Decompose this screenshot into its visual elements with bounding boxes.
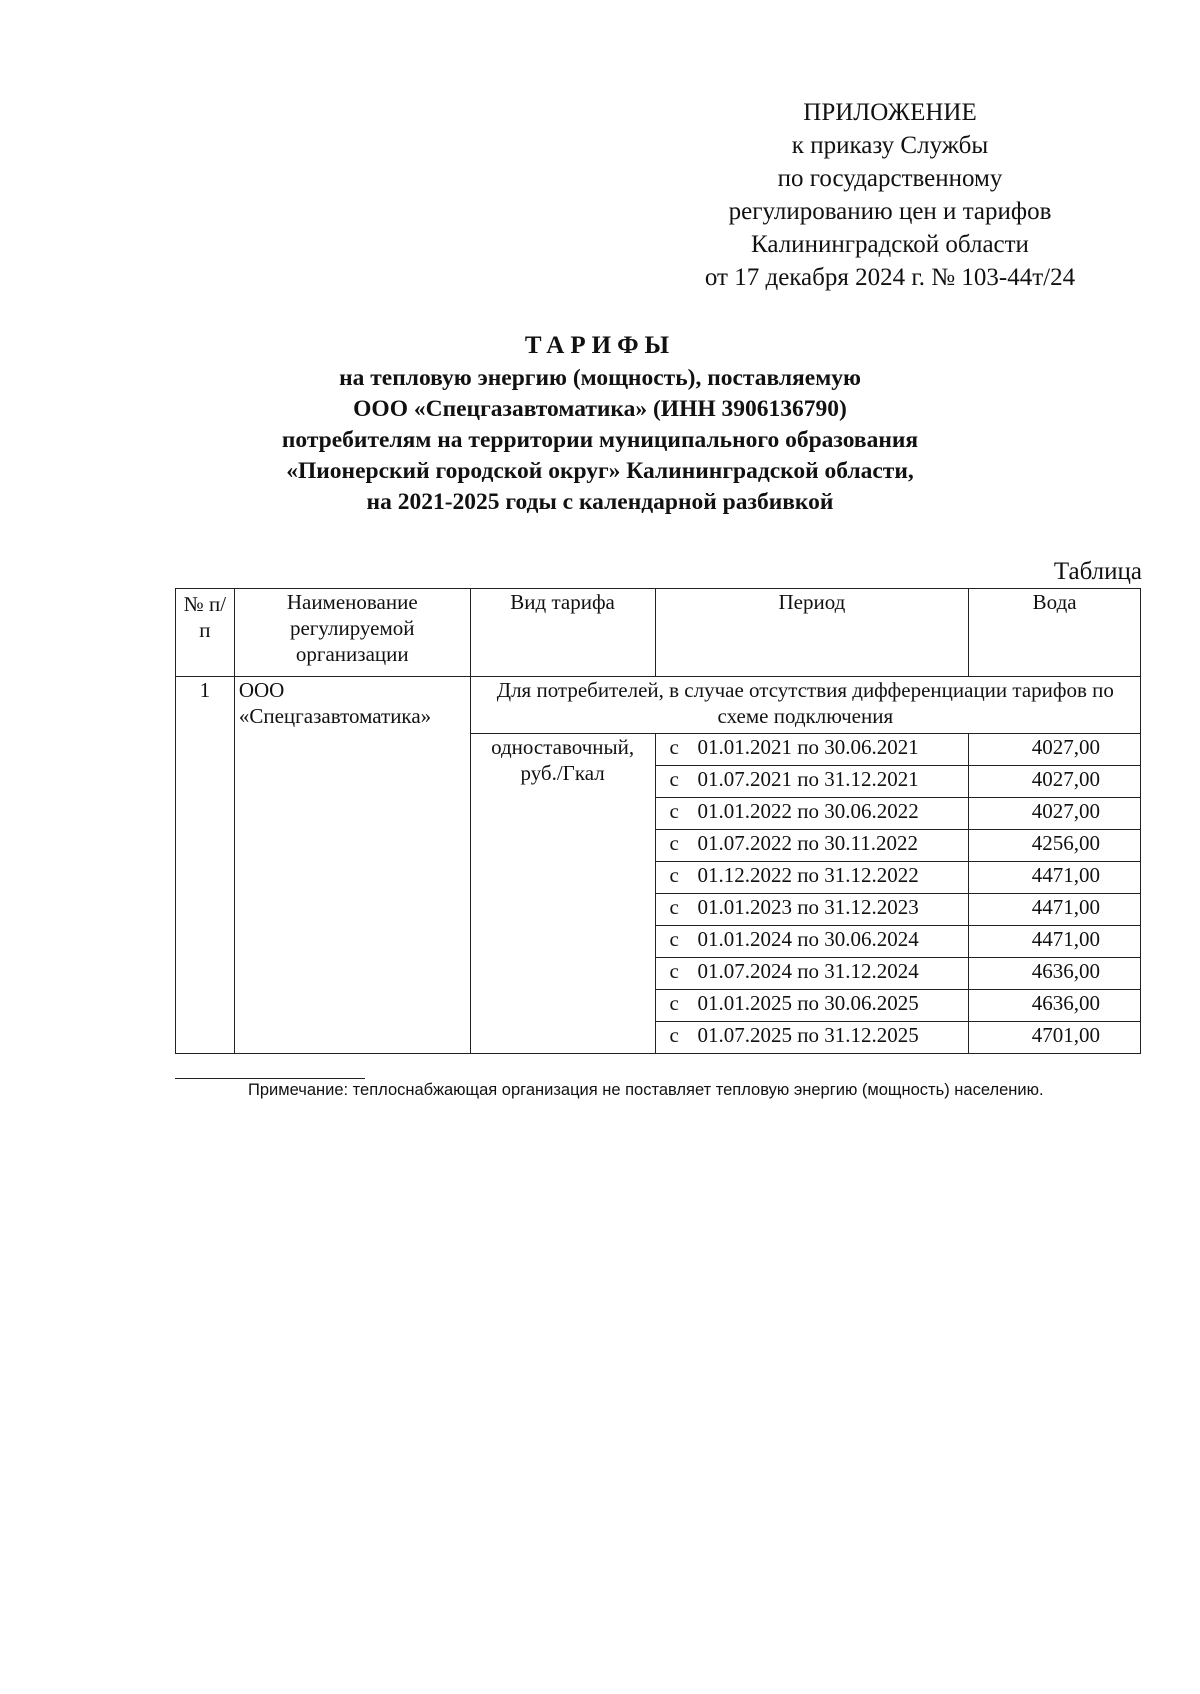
- footnote-divider: [175, 1078, 365, 1079]
- period-cell: [655, 958, 969, 990]
- header-period: Период: [655, 589, 969, 677]
- water-value: 4701,00: [969, 1022, 1141, 1054]
- period-prefix: с: [669, 991, 679, 1015]
- group-label: Для потребителей, в случае отсутствия дифференциации тарифов по схеме подключения: [470, 677, 1140, 734]
- period-prefix: с: [669, 735, 679, 759]
- title-line: ООО «Спецгазавтоматика» (ИНН 3906136790): [353, 396, 847, 422]
- water-value: 4027,00: [969, 766, 1141, 798]
- title-line: потребителям на территории муниципального образования: [281, 427, 919, 453]
- tariff-table: [175, 588, 1141, 1054]
- period-prefix: с: [669, 799, 679, 823]
- period-cell: [655, 830, 969, 862]
- table-caption: Таблица: [1053, 558, 1142, 585]
- period-range: 01.01.2024 по 30.06.2024: [697, 927, 919, 951]
- period-cell: [655, 798, 969, 830]
- period-range: 01.07.2022 по 30.11.2022: [697, 831, 918, 855]
- period-range: 01.01.2025 по 30.06.2025: [697, 991, 919, 1015]
- header-no: № п/п: [176, 589, 235, 677]
- appendix-block: [660, 96, 1120, 294]
- period-cell: [655, 990, 969, 1022]
- period-range: 01.07.2024 по 31.12.2024: [697, 959, 919, 983]
- title-main: ТАРИФЫ: [524, 332, 676, 359]
- water-value: 4256,00: [969, 830, 1141, 862]
- water-value: 4636,00: [969, 990, 1141, 1022]
- period-cell: [655, 862, 969, 894]
- appendix-line: к приказу Службы: [791, 132, 989, 159]
- period-range: 01.12.2022 по 31.12.2022: [697, 863, 919, 887]
- period-prefix: с: [669, 863, 679, 887]
- period-range: 01.07.2025 по 31.12.2025: [697, 1023, 919, 1047]
- period-prefix: с: [669, 959, 679, 983]
- period-range: 01.07.2021 по 31.12.2021: [697, 767, 919, 791]
- period-range: 01.01.2022 по 30.06.2022: [697, 799, 919, 823]
- footnote: Примечание: теплоснабжающая организация не поставляет тепловую энергию (мощность) населению.: [248, 1081, 1044, 1099]
- period-cell: [655, 926, 969, 958]
- header-water: Вода: [969, 589, 1141, 677]
- period-prefix: с: [669, 927, 679, 951]
- row-number: 1: [176, 677, 235, 1054]
- appendix-line: регулированию цен и тарифов: [728, 198, 1052, 225]
- water-value: 4471,00: [969, 862, 1141, 894]
- water-value: 4027,00: [969, 734, 1141, 766]
- period-prefix: с: [669, 1023, 679, 1047]
- appendix-line: от 17 декабря 2024 г. № 103-44т/24: [704, 264, 1076, 291]
- water-value: 4471,00: [969, 926, 1141, 958]
- header-name: Наименование регулируемой организации: [234, 589, 470, 677]
- period-cell: [655, 734, 969, 766]
- appendix-line: по государственному: [777, 165, 1003, 192]
- period-prefix: с: [669, 767, 679, 791]
- title-line: на 2021-2025 годы с календарной разбивкой: [366, 489, 834, 515]
- appendix-line: ПРИЛОЖЕНИЕ: [803, 99, 977, 126]
- header-type: Вид тарифа: [470, 589, 655, 677]
- period-prefix: с: [669, 895, 679, 919]
- period-range: 01.01.2021 по 30.06.2021: [697, 735, 919, 759]
- table-group-row: [176, 677, 1141, 734]
- appendix-line: Калининградской области: [751, 231, 1029, 258]
- organization-name: ООО «Спецгазавтоматика»: [234, 677, 470, 1054]
- water-value: 4636,00: [969, 958, 1141, 990]
- table-header-row: [176, 589, 1141, 677]
- title-line: «Пионерский городской округ» Калининградской области,: [286, 458, 914, 484]
- title-line: на тепловую энергию (мощность), поставляемую: [339, 365, 861, 391]
- period-cell: [655, 894, 969, 926]
- water-value: 4471,00: [969, 894, 1141, 926]
- water-value: 4027,00: [969, 798, 1141, 830]
- period-cell: [655, 1022, 969, 1054]
- period-prefix: с: [669, 831, 679, 855]
- tariff-type: одноставочный, руб./Гкал: [470, 734, 655, 1054]
- period-cell: [655, 766, 969, 798]
- document-title: [150, 330, 1050, 518]
- period-range: 01.01.2023 по 31.12.2023: [697, 895, 919, 919]
